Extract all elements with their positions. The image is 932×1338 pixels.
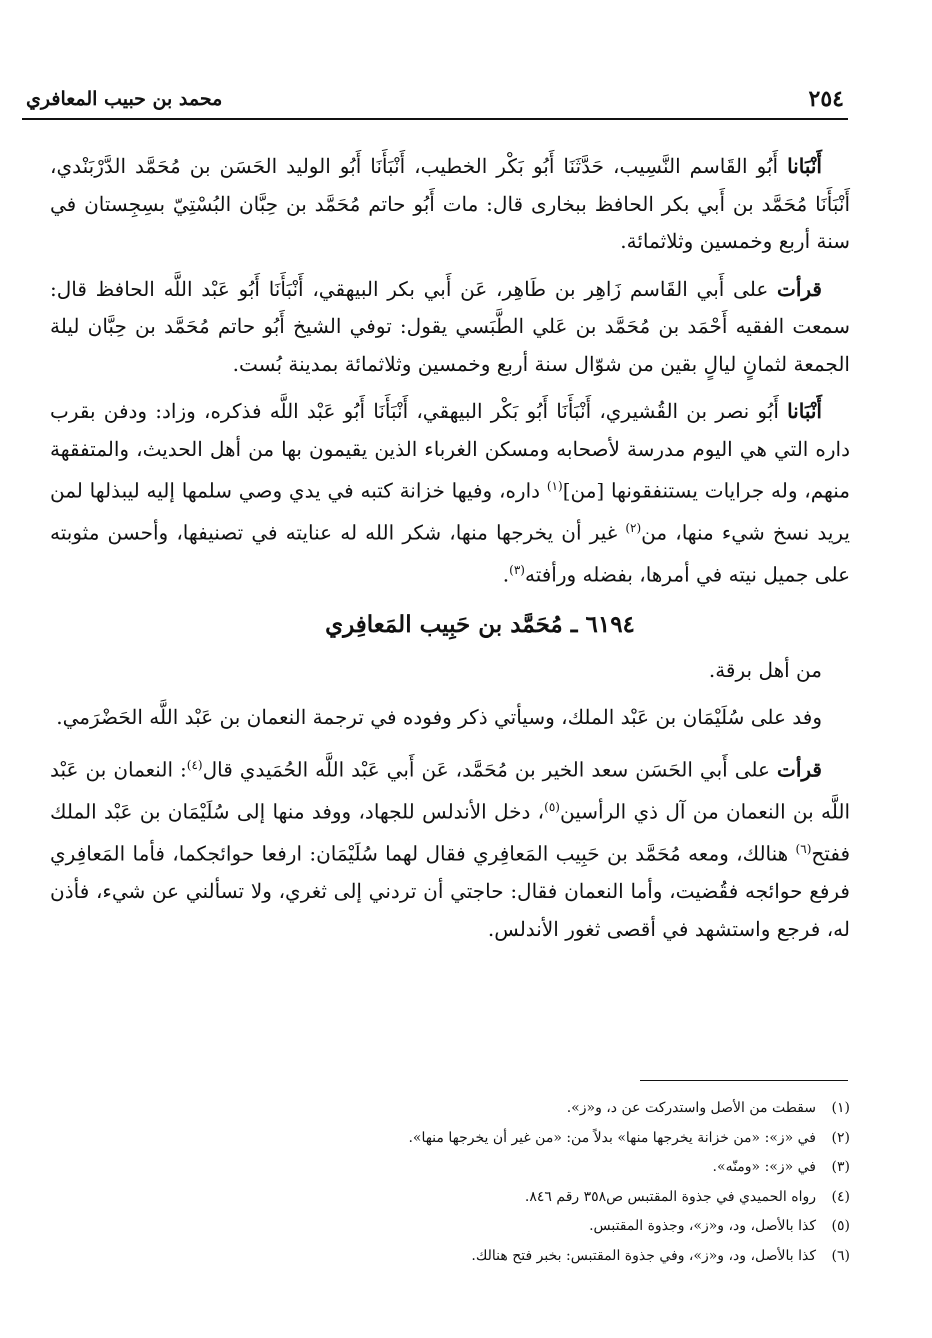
footnote — [50, 1153, 850, 1183]
paragraph-text: داره، وفيها خزانة كتبه في يدي وصي سلمها إليه ليبذلها لمن يريد نسخ شيء منها، من — [50, 478, 850, 545]
footnote — [50, 1124, 850, 1154]
paragraph-text: على أَبي الحَسَن سعد الخير بن مُحَمَّد، عَن أَبي عَبْد اللَّه الحُمَيدي قال — [202, 757, 778, 782]
footnote-text: كذا بالأصل، ود، و«ز»، وفي جذوة المقتبس: بخبر فتح هنالك. — [471, 1247, 816, 1264]
footnote-text: في «ز»: «من خزانة يخرجها منها» بدلاً من: «من غير أن يخرجها منها». — [408, 1129, 816, 1146]
page-body — [50, 148, 850, 958]
footnotes — [50, 1094, 850, 1271]
paragraph-lead-word: أَنْبَانا — [787, 399, 822, 423]
page-header — [22, 82, 848, 120]
paragraph-1 — [50, 148, 850, 261]
paragraph-text: : النعمان بن عَبْد اللَّه بن النعمان من آل ذي الرأسين — [50, 757, 851, 824]
footnote-ref-1[interactable]: (١) — [546, 479, 563, 493]
paragraph-text: أَبُو نصر بن القُشيري، أَنْبَأَنَا أَبُو بَكْر البيهقي، أَنْبَأَنَا أَبُو عَبْد اللَّه فذكره، وزاد: ودفن بقرب داره التي هي اليوم مدرسة لأصحابه ومسكن الغرباء الذين يقيمون بها من أهل الحديث، والمتفقهة منهم، وله جرايات يستنفقونها [من] — [50, 399, 851, 503]
paragraph-lead-word: قرأت — [777, 276, 822, 301]
footnote-number: (٦) — [831, 1247, 850, 1264]
footnote-ref-3[interactable]: (٣) — [509, 563, 525, 578]
footnote-ref-4[interactable]: (٤) — [186, 757, 203, 772]
footnote-ref-2[interactable]: (٢) — [625, 521, 642, 536]
footnote-text: سقطت من الأصل واستدركت عن د، و«ز». — [566, 1100, 816, 1116]
paragraph-lead-word: أَنْبَانا — [787, 154, 822, 178]
running-title: محمد بن حبيب المعافري — [26, 88, 223, 110]
footnote — [50, 1094, 850, 1124]
footnote-text: رواه الحميدي في جذوة المقتبس ص٣٥٨ رقم ٨٤٦. — [524, 1188, 816, 1205]
paragraph-3 — [50, 393, 850, 594]
footnote-ref-6[interactable]: (٦) — [795, 842, 812, 857]
paragraph-4: من أهل برقة. — [708, 657, 822, 682]
paragraph-2 — [50, 271, 850, 384]
paragraph-lead-word: قرأت — [777, 757, 822, 782]
footnote-number: (٢) — [831, 1129, 850, 1146]
paragraph-text: . — [502, 562, 510, 587]
entry-heading: ٦١٩٤ ـ مُحَمَّد بن حَبِيب المَعافِري — [325, 611, 635, 639]
paragraph-text: على أَبي القَاسم زَاهِر بن طَاهِر، عَن أَبي بكر البيهقي، أَنْبَأَنَا أَبُو عَبْد اللَّه الحافظ قال: سمعت الفقيه أَحْمَد بن مُحَمَّد بن عَلي الطَّبَسي يقول: توفي الشيخ أَبُو حاتم مُحَمَّد بن حِبَّان ليلة الجمعة لثمانٍ ليالٍ بقين من شوّال سنة أربع وخمسين وثلاثمائة بمدينة بُست. — [50, 276, 850, 376]
footnote-ref-5[interactable]: (٥) — [544, 800, 560, 815]
footnote-number: (٤) — [831, 1188, 850, 1205]
footnote-number: (١) — [831, 1100, 850, 1116]
page-number: ٢٥٤ — [808, 86, 844, 112]
paragraph-text: غير أن يخرجها منها، شكر الله له عنايته في تصنيفها، وأحسن مثوبته على جميل نيته في أمرها، بفضله ورأفته — [50, 520, 850, 587]
paragraph-text: ، دخل الأندلس للجهاد، ووفد منها إلى سُلَيْمَان بن عَبْد الملك ففتح — [50, 799, 850, 866]
footnote-number: (٥) — [831, 1218, 850, 1234]
footnote — [50, 1212, 850, 1242]
footnote-text: كذا بالأصل، ود، و«ز»، وجذوة المقتبس. — [589, 1218, 816, 1234]
footnote-divider — [640, 1080, 848, 1081]
paragraph-text: أَبُو القَاسم النَّسِيب، حَدَّثَنَا أَبُو بَكْر الخطيب، أَنْبَأَنَا أَبُو الوليد الحَسَن بن مُحَمَّد الدَّرْبَنْدي، أَنْبَأَنَا مُحَمَّد بن أَبي بكر الحافظ ببخارى قال: مات أَبُو حاتم مُحَمَّد بن حِبَّان البُسْتِيّ بسِجِستان في سنة أربع وخمسين وثلاثمائة. — [50, 154, 850, 253]
footnote — [50, 1242, 850, 1272]
paragraph-6 — [50, 747, 850, 948]
footnote-number: (٣) — [831, 1159, 850, 1175]
paragraph-5: وفد على سُلَيْمَان بن عَبْد الملك، وسيأتي ذكر وفوده في ترجمة النعمان بن عَبْد اللَّه الحَضْرَمي. — [56, 705, 822, 730]
footnote-text: في «ز»: «ومنّه». — [712, 1159, 816, 1175]
paragraph-text: هنالك، ومعه مُحَمَّد بن حَبِيب المَعافِري فقال لهما سُلَيْمَان: ارفعا حوائجكما، فأما المَعافِري فرفع حوائجه فقُضيت، وأما النعمان فقال: حاجتي أن تردني إلى ثغري، ولا تسألني عن شيء، فأذن له، فرجع واستشهد في أقصى ثغور الأندلس. — [50, 841, 850, 941]
footnote — [50, 1183, 850, 1213]
